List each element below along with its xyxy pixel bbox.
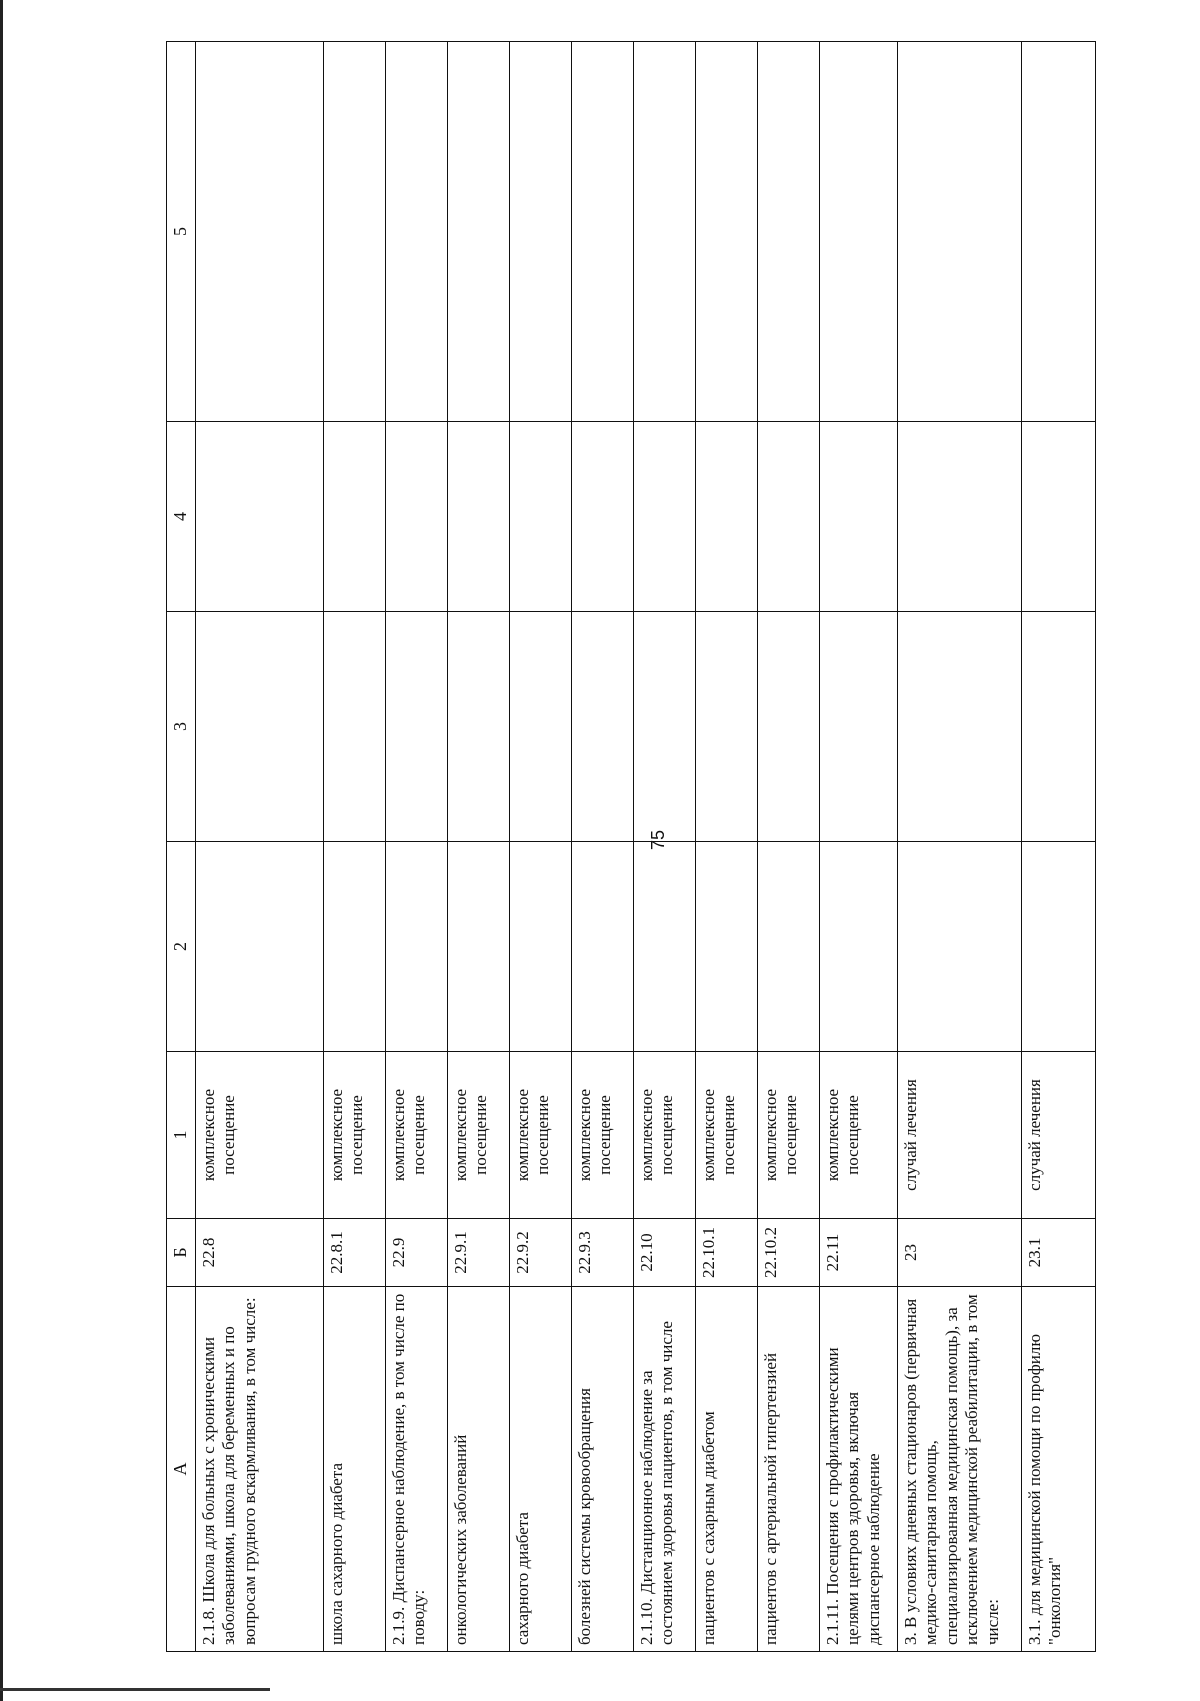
row-unit: комплексное посещение — [696, 1052, 758, 1219]
empty-cell — [386, 612, 448, 842]
table-row — [898, 42, 1022, 1652]
row-unit: комплексное посещение — [758, 1052, 820, 1219]
rotated-table-container — [166, 42, 1096, 1652]
row-unit: случай лечения — [898, 1052, 1022, 1219]
table-row — [758, 42, 820, 1652]
page-number: 75 — [648, 829, 668, 851]
row-name: пациентов с сахарным диабетом — [696, 1287, 758, 1652]
empty-cell — [898, 422, 1022, 612]
row-name: сахарного диабета — [510, 1287, 572, 1652]
row-name: онкологических заболеваний — [448, 1287, 510, 1652]
table-row — [572, 42, 634, 1652]
table-row — [820, 42, 898, 1652]
empty-cell — [758, 422, 820, 612]
empty-cell — [758, 612, 820, 842]
row-name: болезней системы кровообращения — [572, 1287, 634, 1652]
empty-cell — [820, 42, 898, 422]
empty-cell — [196, 612, 324, 842]
empty-cell — [510, 42, 572, 422]
scan-left-edge — [0, 0, 3, 1701]
empty-cell — [448, 842, 510, 1052]
row-code: 23.1 — [1022, 1219, 1096, 1287]
empty-cell — [510, 842, 572, 1052]
empty-cell — [196, 422, 324, 612]
row-name: 2.1.8. Школа для больных с хроническими заболеваниями, школа для беременных и по вопросам грудного вскармливания, в том числе: — [196, 1287, 324, 1652]
table-row — [634, 42, 696, 1652]
col-header-4: 4 — [167, 422, 196, 612]
row-unit: комплексное посещение — [324, 1052, 386, 1219]
empty-cell — [324, 842, 386, 1052]
row-unit: комплексное посещение — [572, 1052, 634, 1219]
empty-cell — [510, 612, 572, 842]
row-code: 22.10.1 — [696, 1219, 758, 1287]
empty-cell — [448, 422, 510, 612]
empty-cell — [898, 42, 1022, 422]
row-code: 22.9.3 — [572, 1219, 634, 1287]
empty-cell — [898, 612, 1022, 842]
col-header-b: Б — [167, 1219, 196, 1287]
scan-bottom-mark — [0, 1688, 270, 1691]
empty-cell — [898, 842, 1022, 1052]
empty-cell — [1022, 612, 1096, 842]
row-unit: комплексное посещение — [820, 1052, 898, 1219]
row-name: 3.1. для медицинской помощи по профилю "онкология" — [1022, 1287, 1096, 1652]
table-row — [448, 42, 510, 1652]
table-row — [386, 42, 448, 1652]
table-row — [696, 42, 758, 1652]
empty-cell — [696, 612, 758, 842]
row-unit: комплексное посещение — [510, 1052, 572, 1219]
empty-cell — [820, 612, 898, 842]
row-code: 22.11 — [820, 1219, 898, 1287]
empty-cell — [196, 842, 324, 1052]
row-name: пациентов с артериальной гипертензией — [758, 1287, 820, 1652]
empty-cell — [196, 42, 324, 422]
col-header-2: 2 — [167, 842, 196, 1052]
header-row — [167, 42, 196, 1652]
data-table — [166, 41, 1096, 1652]
empty-cell — [386, 422, 448, 612]
row-code: 22.8.1 — [324, 1219, 386, 1287]
empty-cell — [572, 842, 634, 1052]
table-row — [1022, 42, 1096, 1652]
row-code: 22.9.2 — [510, 1219, 572, 1287]
col-header-5: 5 — [167, 42, 196, 422]
empty-cell — [448, 612, 510, 842]
empty-cell — [820, 842, 898, 1052]
empty-cell — [634, 422, 696, 612]
empty-cell — [820, 422, 898, 612]
empty-cell — [324, 42, 386, 422]
empty-cell — [1022, 42, 1096, 422]
row-unit: комплексное посещение — [634, 1052, 696, 1219]
empty-cell — [758, 42, 820, 422]
empty-cell — [696, 842, 758, 1052]
empty-cell — [572, 612, 634, 842]
empty-cell — [1022, 842, 1096, 1052]
col-header-1: 1 — [167, 1052, 196, 1219]
empty-cell — [386, 42, 448, 422]
col-header-3: 3 — [167, 612, 196, 842]
empty-cell — [634, 612, 696, 842]
row-name: 2.1.10. Дистанционное наблюдение за состоянием здоровья пациентов, в том числе — [634, 1287, 696, 1652]
empty-cell — [1022, 422, 1096, 612]
empty-cell — [696, 422, 758, 612]
row-name: 2.1.9. Диспансерное наблюдение, в том числе по поводу: — [386, 1287, 448, 1652]
empty-cell — [572, 42, 634, 422]
empty-cell — [386, 842, 448, 1052]
empty-cell — [758, 842, 820, 1052]
row-code: 22.9.1 — [448, 1219, 510, 1287]
empty-cell — [324, 612, 386, 842]
row-name: 3. В условиях дневных стационаров (первичная медико-санитарная помощь, специализированная медицинская помощь), за исключением медицинской реабилитации, в том числе: — [898, 1287, 1022, 1652]
empty-cell — [510, 422, 572, 612]
row-name: 2.1.11. Посещения с профилактическими целями центров здоровья, включая диспансерное наблюдение — [820, 1287, 898, 1652]
row-code: 22.9 — [386, 1219, 448, 1287]
table-row — [324, 42, 386, 1652]
table-row — [510, 42, 572, 1652]
row-name: школа сахарного диабета — [324, 1287, 386, 1652]
empty-cell — [572, 422, 634, 612]
row-code: 23 — [898, 1219, 1022, 1287]
empty-cell — [324, 422, 386, 612]
row-code: 22.8 — [196, 1219, 324, 1287]
row-code: 22.10.2 — [758, 1219, 820, 1287]
empty-cell — [696, 42, 758, 422]
row-unit: случай лечения — [1022, 1052, 1096, 1219]
empty-cell — [634, 42, 696, 422]
empty-cell — [448, 42, 510, 422]
table-row — [196, 42, 324, 1652]
row-code: 22.10 — [634, 1219, 696, 1287]
row-unit: комплексное посещение — [386, 1052, 448, 1219]
col-header-a: А — [167, 1287, 196, 1652]
empty-cell — [634, 842, 696, 1052]
row-unit: комплексное посещение — [448, 1052, 510, 1219]
row-unit: комплексное посещение — [196, 1052, 324, 1219]
